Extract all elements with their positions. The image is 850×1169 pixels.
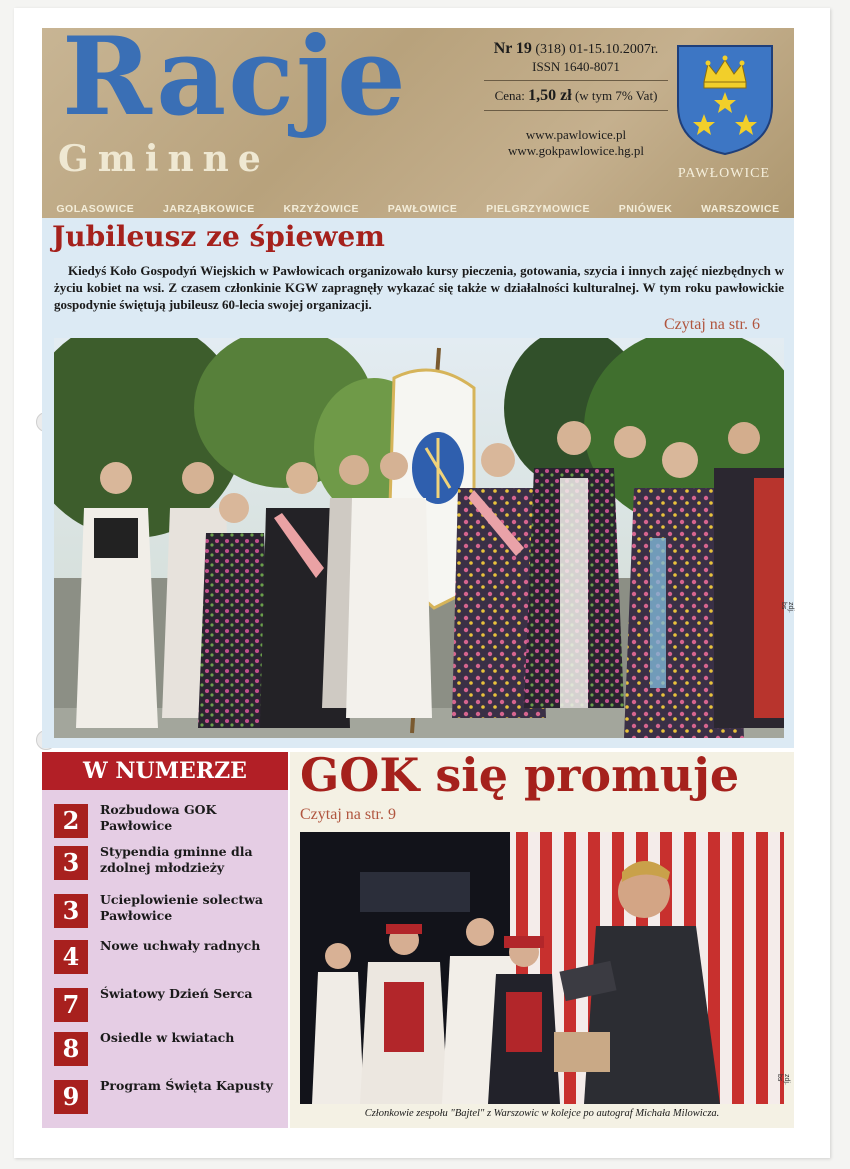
divider	[484, 80, 668, 81]
price-value: 1,50 zł	[528, 87, 572, 104]
read-more-link[interactable]: Czytaj na str. 6	[664, 316, 760, 333]
town-name: PAWŁOWICE	[677, 166, 771, 181]
price-label: Cena:	[494, 88, 525, 103]
price	[478, 87, 674, 105]
contents-label: Światowy Dzień Serca	[100, 986, 253, 1001]
contents-item[interactable]	[54, 1080, 288, 1114]
issue-number: 19	[515, 40, 532, 57]
village-name: PIELGRZYMOWICE	[486, 203, 590, 215]
website-link[interactable]: www.gokpawlowice.hg.pl	[508, 143, 644, 158]
photo-credit: zdj. bs	[776, 1074, 790, 1085]
second-article	[290, 748, 794, 1128]
contents-item[interactable]	[54, 846, 288, 880]
contents-item[interactable]	[54, 988, 288, 1022]
village-name: KRZYŻOWICE	[283, 203, 360, 215]
divider	[484, 110, 668, 111]
contents-label: Osiedle w kwiatach	[100, 1030, 235, 1045]
second-headline[interactable]: GOK się promuje	[300, 748, 740, 802]
village-name: PNIÓWEK	[618, 203, 673, 215]
page-number: 9	[54, 1080, 88, 1114]
issue-detail: (318) 01-15.10.2007r.	[535, 42, 659, 57]
page-number: 7	[54, 988, 88, 1022]
contents-item[interactable]	[54, 894, 288, 928]
lead-headline[interactable]: Jubileusz ze śpiewem	[52, 220, 385, 253]
read-more-link[interactable]: Czytaj na str. 9	[300, 806, 396, 823]
issue-info	[478, 40, 674, 159]
contents-item[interactable]	[54, 804, 288, 838]
coat-of-arms-icon	[676, 44, 774, 156]
contents-label: Program Święta Kapusty	[100, 1078, 273, 1093]
village-name: GOLASOWICE	[56, 203, 135, 215]
page-number: 4	[54, 940, 88, 974]
issue-prefix: Nr	[493, 40, 513, 57]
village-name: WARSZOWICE	[701, 203, 780, 215]
contents-label: Ucieplowienie solectwa Pawłowice	[100, 892, 263, 923]
website-link[interactable]: www.pawlowice.pl	[525, 127, 627, 142]
issn: ISSN 1640-8071	[532, 59, 620, 74]
newspaper-subtitle: Gminne	[58, 138, 270, 180]
page-number: 8	[54, 1032, 88, 1066]
contents-label: Nowe uchwały radnych	[100, 938, 261, 953]
contents-panel	[42, 752, 288, 1128]
group-photo	[54, 338, 784, 738]
contents-label: Rozbudowa GOK Pawłowice	[100, 802, 217, 833]
masthead	[42, 14, 794, 218]
contents-label: Stypendia gminne dla zdolnej młodzieży	[100, 844, 253, 875]
village-name: JARZĄBKOWICE	[163, 203, 255, 215]
lead-text: Kiedyś Koło Gospodyń Wiejskich w Pawłowicach organizowało kursy pieczenia, gotowania, szycia i innych zajęć niezbędnych w życiu kobiet na wsi. Z czasem członkinie KGW zapragnęły wykazać się także w działalności kulturalnej. W tym roku pawłowickie gospodynie świętują jubileusz 60-lecia swojej organizacji.	[54, 263, 784, 312]
contents-item[interactable]	[54, 940, 288, 974]
village-name: PAWŁOWICE	[387, 203, 458, 215]
contents-heading: W NUMERZE	[42, 752, 288, 790]
price-vat: (w tym 7% Vat)	[574, 88, 658, 103]
contents-item[interactable]	[54, 1032, 288, 1066]
villages-bar	[42, 198, 794, 220]
page-number: 3	[54, 846, 88, 880]
newspaper-title: Racje	[62, 14, 408, 140]
lead-article	[42, 218, 794, 748]
autograph-photo	[300, 832, 784, 1104]
page-number: 3	[54, 894, 88, 928]
page-number: 2	[54, 804, 88, 838]
photo-caption: Członkowie zespołu "Bajtel" z Warszowic w kolejce po autograf Michała Milowicza.	[364, 1108, 720, 1119]
photo-credit: zdj. bs	[780, 602, 794, 613]
